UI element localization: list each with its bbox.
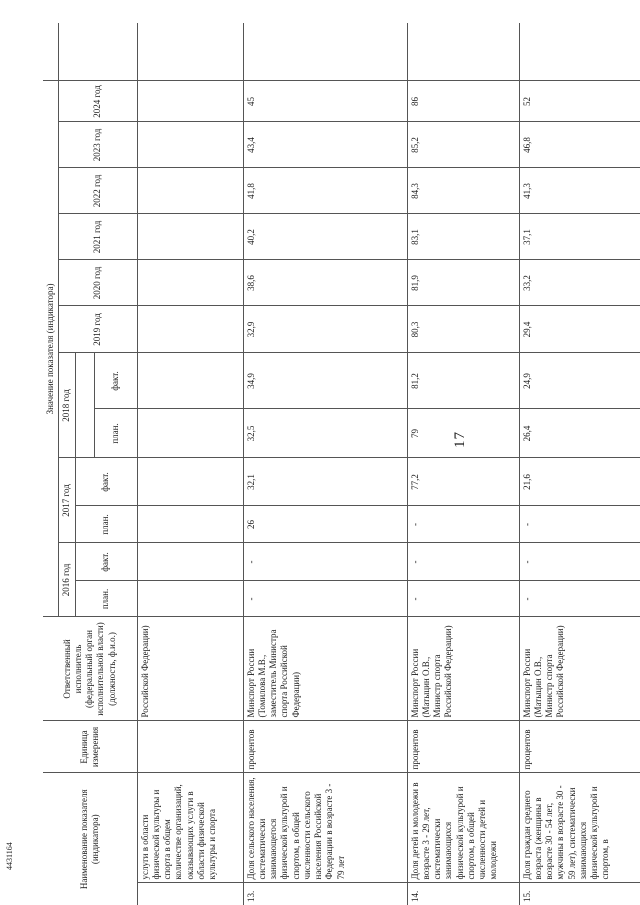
value-2020 <box>137 260 243 306</box>
value-2019: 32,9 <box>243 306 407 353</box>
header-name: Наименование показателя (индикатора) <box>43 773 137 905</box>
header-blank <box>43 23 59 81</box>
value-2017-fact: 77,2 <box>407 458 519 506</box>
value-2016-fact <box>137 543 243 581</box>
value-2017-plan: - <box>519 506 640 543</box>
value-2016-fact: - <box>407 543 519 581</box>
value-2019: 80,3 <box>407 306 519 353</box>
value-extra <box>519 23 640 81</box>
header-2021: 2021 год <box>59 214 137 260</box>
responsible-cell: Минспорт России (Матыцин О.В., Министр спорта Российской Федерации) <box>407 617 519 721</box>
value-extra <box>243 23 407 81</box>
unit-cell: процентов <box>407 721 519 773</box>
responsible-cell: Минспорт России (Томилова М.В., заместитель Министра спорта Российской Федерации) <box>243 617 407 721</box>
value-2023: 85,2 <box>407 122 519 168</box>
indicator-table <box>43 23 640 905</box>
header-2016-fact: факт. <box>75 543 137 581</box>
header-2018-blank <box>75 353 94 458</box>
value-2017-fact: 32,1 <box>243 458 407 506</box>
value-2022: 41,8 <box>243 168 407 214</box>
value-2024: 52 <box>519 81 640 122</box>
value-2017-fact: 21,6 <box>519 458 640 506</box>
value-2018-fact: 24,9 <box>519 353 640 409</box>
row-number: 15. <box>519 883 640 905</box>
header-2016: 2016 год <box>59 543 75 617</box>
header-blank <box>59 23 137 81</box>
value-2016-plan: - <box>519 581 640 617</box>
value-2019 <box>137 306 243 353</box>
value-2022: 41,3 <box>519 168 640 214</box>
responsible-cell: Минспорт России (Матыцин О.В., Министр спорта Российской Федерации) <box>519 617 640 721</box>
header-2016-plan: план. <box>75 581 137 617</box>
header-unit: Единица измерения <box>43 721 137 773</box>
header-2022: 2022 год <box>59 168 137 214</box>
header-2018-plan: план. <box>94 409 137 458</box>
value-2020: 33,2 <box>519 260 640 306</box>
value-2018-fact: 34,9 <box>243 353 407 409</box>
value-2024: 86 <box>407 81 519 122</box>
header-2017-fact: факт. <box>75 458 137 506</box>
header-2020: 2020 год <box>59 260 137 306</box>
table-row <box>519 23 640 905</box>
value-2018-plan <box>137 409 243 458</box>
value-2021 <box>137 214 243 260</box>
indicator-name: Доля граждан среднего возраста (женщины в возрасте 30 - 54 лет, мужчины в возрасте 30 - 59 лет), систематически занимающихся физической культурой и спортом, в <box>519 773 640 883</box>
value-2021: 40,2 <box>243 214 407 260</box>
unit-cell: процентов <box>519 721 640 773</box>
header-2018-fact: факт. <box>94 353 137 409</box>
header-responsible: Ответственный исполнитель (федеральный орган исполнительной власти) (должность, ф.и.о.) <box>43 617 137 721</box>
value-2017-plan: 26 <box>243 506 407 543</box>
value-2017-plan: - <box>407 506 519 543</box>
header-2017-plan: план. <box>75 506 137 543</box>
table-row <box>407 23 519 905</box>
value-2024 <box>137 81 243 122</box>
indicator-name: услуги в области физической культуры и спорта в общем количестве организаций, оказывающих услуги в области физической культуры и спорта <box>137 773 243 883</box>
header-2019: 2019 год <box>59 306 137 353</box>
value-2020: 38,6 <box>243 260 407 306</box>
value-2023: 43,4 <box>243 122 407 168</box>
table-row <box>243 23 407 905</box>
value-2020: 81,9 <box>407 260 519 306</box>
value-2017-plan <box>137 506 243 543</box>
row-number: 14. <box>407 883 519 905</box>
value-2019: 29,4 <box>519 306 640 353</box>
value-extra <box>407 23 519 81</box>
value-2018-plan: 79 <box>407 409 519 458</box>
value-2023 <box>137 122 243 168</box>
unit-cell <box>137 721 243 773</box>
value-2018-plan: 32,5 <box>243 409 407 458</box>
header-2024: 2024 год <box>59 81 137 122</box>
header-2017: 2017 год <box>59 458 75 543</box>
value-2016-plan: - <box>243 581 407 617</box>
table-row <box>137 23 243 905</box>
header-2018: 2018 год <box>59 353 75 458</box>
value-2018-fact: 81,2 <box>407 353 519 409</box>
page-number: 17 <box>452 431 468 448</box>
value-2016-fact: - <box>519 543 640 581</box>
row-number: 13. <box>243 883 407 905</box>
value-2024: 45 <box>243 81 407 122</box>
value-2016-plan: - <box>407 581 519 617</box>
value-2018-fact <box>137 353 243 409</box>
value-2022 <box>137 168 243 214</box>
header-2023: 2023 год <box>59 122 137 168</box>
indicator-name: Доля детей и молодежи в возрасте 3 - 29 лет, систематически занимающихся физической культурой и спортом, в общей численности детей и молодежи <box>407 773 519 883</box>
unit-cell: процентов <box>243 721 407 773</box>
value-2017-fact <box>137 458 243 506</box>
value-2016-plan <box>137 581 243 617</box>
value-2018-plan: 26,4 <box>519 409 640 458</box>
value-2016-fact: - <box>243 543 407 581</box>
row-number <box>137 883 243 905</box>
value-2022: 84,3 <box>407 168 519 214</box>
value-2023: 46,8 <box>519 122 640 168</box>
rotated-table-container <box>43 23 625 905</box>
responsible-cell: Российской Федерации) <box>137 617 243 721</box>
indicator-name: Доля сельского населения, систематически занимающегося физической культурой и спортом, в общей численности сельского населения Российской Федерации в возрасте 3 - 79 лет <box>243 773 407 883</box>
value-2021: 83,1 <box>407 214 519 260</box>
value-extra <box>137 23 243 81</box>
header-values-group: Значение показателя (индикатора) <box>43 81 59 617</box>
value-2021: 37,1 <box>519 214 640 260</box>
document-code: 4431164 <box>5 842 14 870</box>
